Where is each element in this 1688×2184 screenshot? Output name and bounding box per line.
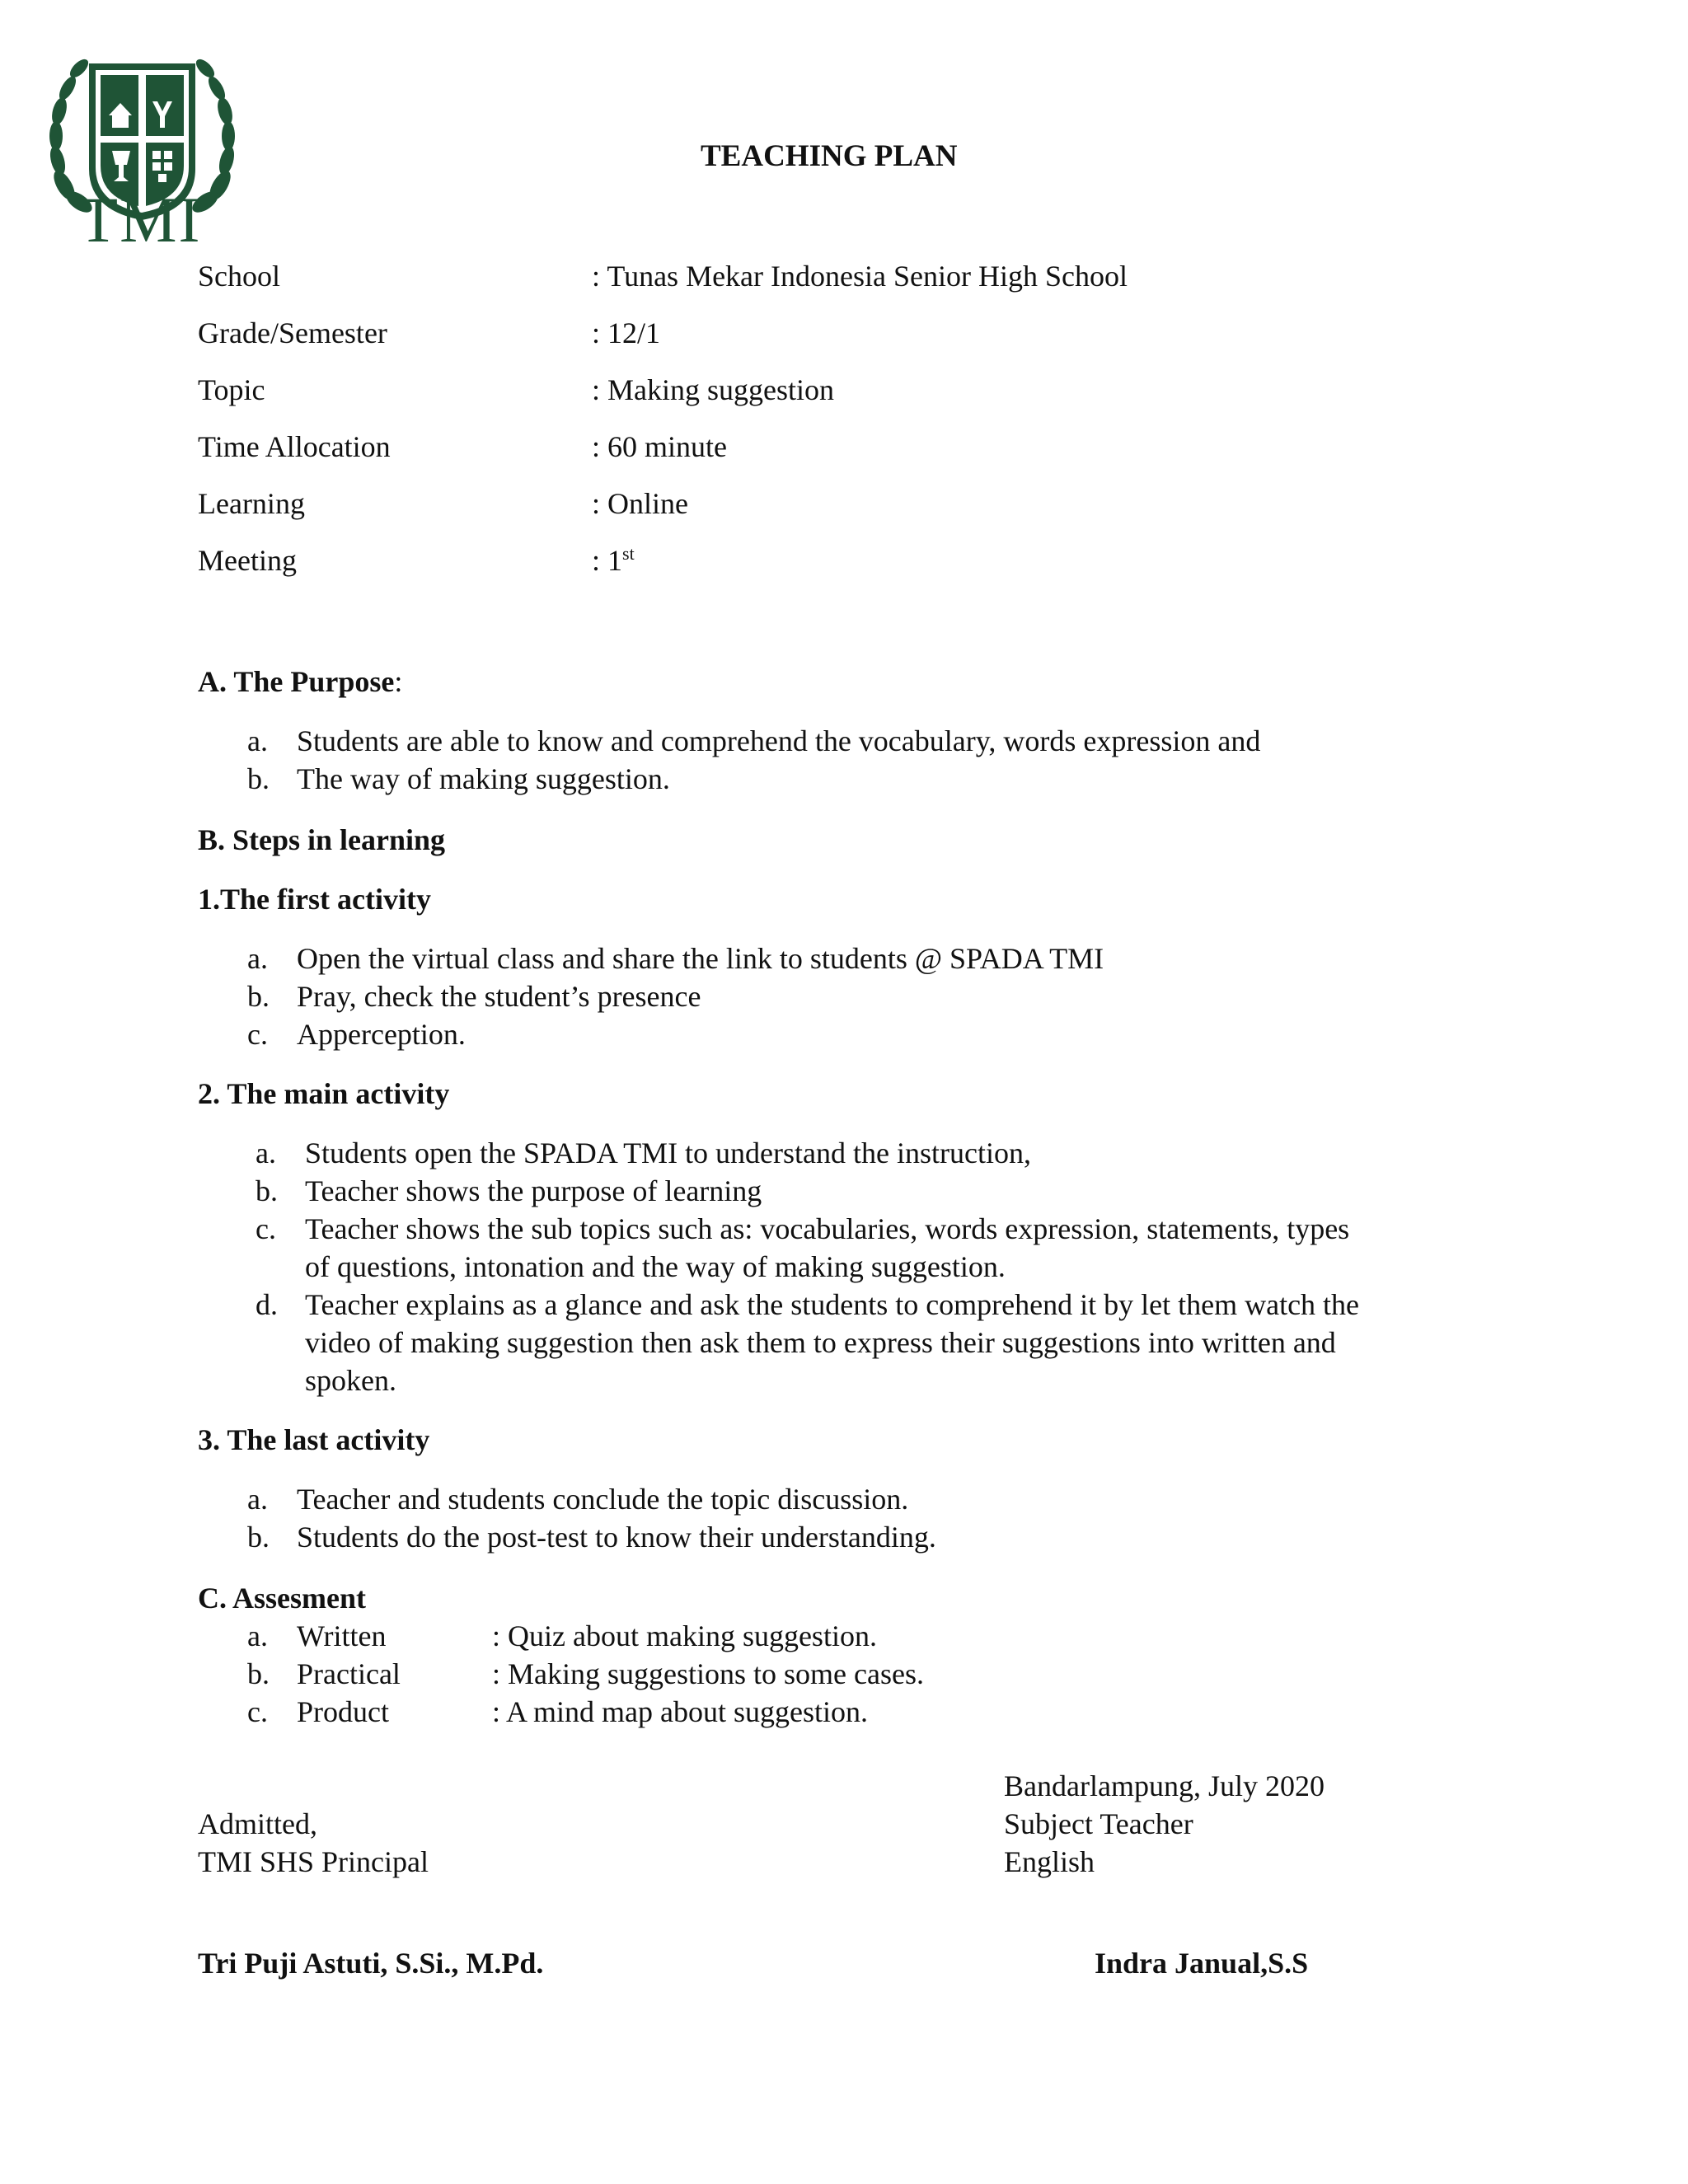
place-date: Bandarlampung, July 2020 — [1004, 1769, 1325, 1802]
info-value: : Online — [592, 487, 688, 520]
superscript: st — [622, 543, 635, 564]
info-value: : 12/1 — [592, 316, 661, 349]
info-label: Learning — [198, 487, 305, 520]
first-activity-heading: 1.The first activity — [198, 883, 431, 916]
principal-name: Tri Puji Astuti, S.Si., M.Pd. — [198, 1947, 544, 1980]
logo-wordmark: TMI — [78, 184, 202, 255]
page-title: TEACHING PLAN — [701, 139, 958, 173]
info-value: : Making suggestion — [592, 373, 834, 406]
purpose-heading: A. The Purpose: — [198, 665, 403, 698]
admitted-label: Admitted, — [198, 1807, 317, 1840]
document-page: TMI TEACHING PLAN School : Tunas Mekar Indonesia Senior High School Grade/Semester : 12/1 Topic : Making suggestion Time Allocation : 60 minute Learning : Online Meeting : 1st A. The Purpose: a. Students are able to know and comprehend the vocabulary, words expression and b. The way of making suggestion. B. Steps in learning 1.The first activity a. Open the virtual class and share the link to students @ SPADA TMI b. Pray, check the student’s presence c. Apperception. 2. The main activity a. Students open the SPADA TMI to understand the instruction, b. Teacher shows the purpose of learning c. Teacher shows the sub topics such as: vocabularies, words expression, statements, types of questions, intonation and the way of making suggestion. d. Teacher explains as a glance and ask the students to comprehend it by let them watch the video of making suggestion then ask them to express their suggestions into written and spoken. 3. The last activity a. Teacher and students conclude the topic discussion. b. Students do the post-test to know their understanding. C. Assesment a. Written : Quiz about making suggestion. b. Practical : Making suggestions to some cases. c. Product : A mind map about suggestion. Bandarlampung, July 2020 Admitted, Subject Teacher TMI SHS Principal English Tri Puji Astuti, S.Si., M.Pd. Indra Janual,S.S — [0, 0, 1688, 2184]
info-label: Time Allocation — [198, 430, 391, 463]
teacher-name: Indra Janual,S.S — [1095, 1947, 1309, 1980]
assessment-heading: C. Assesment — [198, 1582, 366, 1615]
principal-label: TMI SHS Principal — [198, 1845, 429, 1878]
main-activity-heading: 2. The main activity — [198, 1077, 450, 1110]
info-value: : 60 minute — [592, 430, 727, 463]
info-value: : Tunas Mekar Indonesia Senior High School — [592, 260, 1128, 293]
info-label: Grade/Semester — [198, 316, 387, 349]
info-label: Meeting — [198, 544, 297, 577]
steps-heading: B. Steps in learning — [198, 823, 446, 856]
info-label: School — [198, 260, 281, 293]
info-label: Topic — [198, 373, 265, 406]
subject-label: English — [1004, 1845, 1095, 1878]
subject-teacher-label: Subject Teacher — [1004, 1807, 1193, 1840]
info-value: : 1st — [592, 543, 635, 577]
last-activity-heading: 3. The last activity — [198, 1423, 430, 1456]
